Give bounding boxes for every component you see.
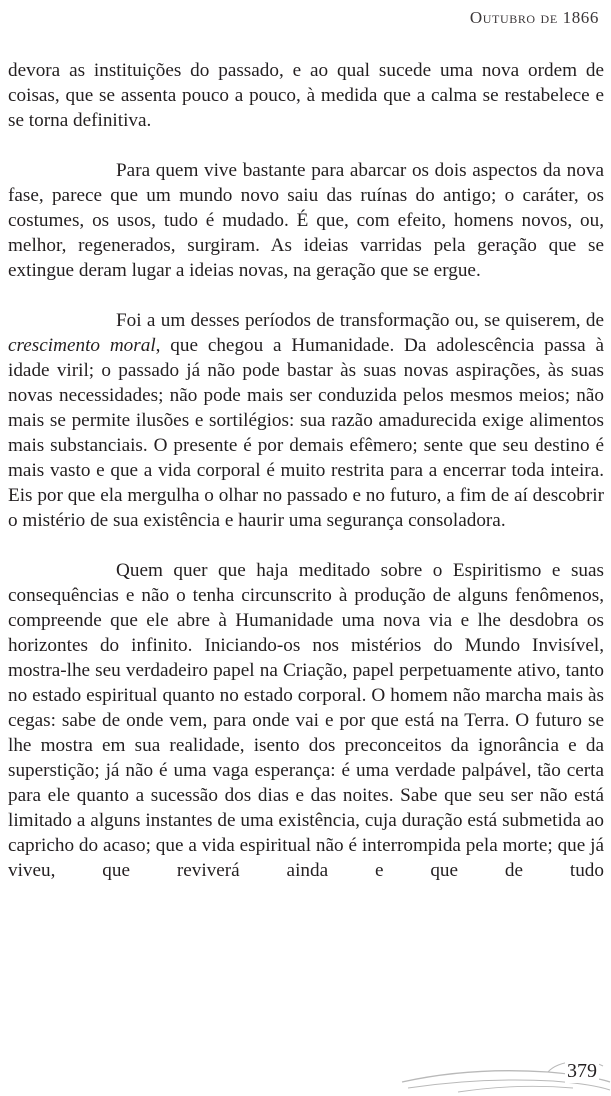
body-text	[8, 58, 604, 883]
paragraph: Quem quer que haja meditado sobre o Espiritismo e suas consequências e não o tenha circunscrito à produção de alguns fenômenos, compreende que ele abre à Humanidade uma nova via e lhe desdobra os horizontes do infinito. Iniciando-os nos mistérios do Mundo Invisível, mostra-lhe seu verdadeiro papel na Criação, papel perpetuamente ativo, tanto no estado espiritual quanto no estado corporal. O homem não marcha mais às cegas: sabe de onde vem, para onde vai e por que está na Terra. O futuro se lhe mostra em sua realidade, isento dos preconceitos da ignorância e da superstição; já não é uma vaga esperança: é uma verdade palpável, tão certa para ele quanto a sucessão dos dias e das noites. Sabe que seu ser não está limitado a alguns instantes de uma existência, cuja duração está submetida ao capricho do acaso; que a vida espiritual não é interrompida pela morte; que já viveu, que reviverá ainda e que de tudo	[8, 560, 604, 881]
paragraph: Para quem vive bastante para abarcar os dois aspectos da nova fase, parece que um mundo novo saiu das ruínas do antigo; o caráter, os costumes, os usos, tudo é mudado. É que, com efeito, homens novos, ou, melhor, regenerados, surgiram. As ideias varridas pela geração que se extingue deram lugar a ideias novas, na geração que se ergue.	[8, 160, 604, 281]
paragraph-text: Foi a um desses períodos de transformação ou, se quiserem, de	[116, 310, 604, 331]
emphasized-phrase: crescimento moral	[8, 335, 156, 356]
paragraph-continuation: devora as instituições do passado, e ao qual sucede uma nova ordem de coisas, que se assenta pouco a pouco, à medida que a calma se restabelece e se torna definitiva.	[8, 60, 604, 131]
paragraph-text: , que chegou a Humanidade. Da adolescência passa à idade viril; o passado já não pode bastar às suas novas aspirações, às suas novas necessidades; não pode mais ser conduzida pelos mesmos meios; não mais se permite ilusões e sortilégios: sua razão amadurecida exige alimentos mais substanciais. O presente é por demais efêmero; sente que seu destino é mais vasto e que a vida corporal é muito restrita para a encerrar toda inteira. Eis por que ela mergulha o olhar no passado e no futuro, a fim de aí descobrir o mistério de sua existência e haurir uma segurança consoladora.	[8, 335, 604, 531]
paragraph	[8, 308, 604, 533]
page-number: 379	[567, 1060, 597, 1082]
running-head: Outubro de 1866	[469, 8, 599, 27]
